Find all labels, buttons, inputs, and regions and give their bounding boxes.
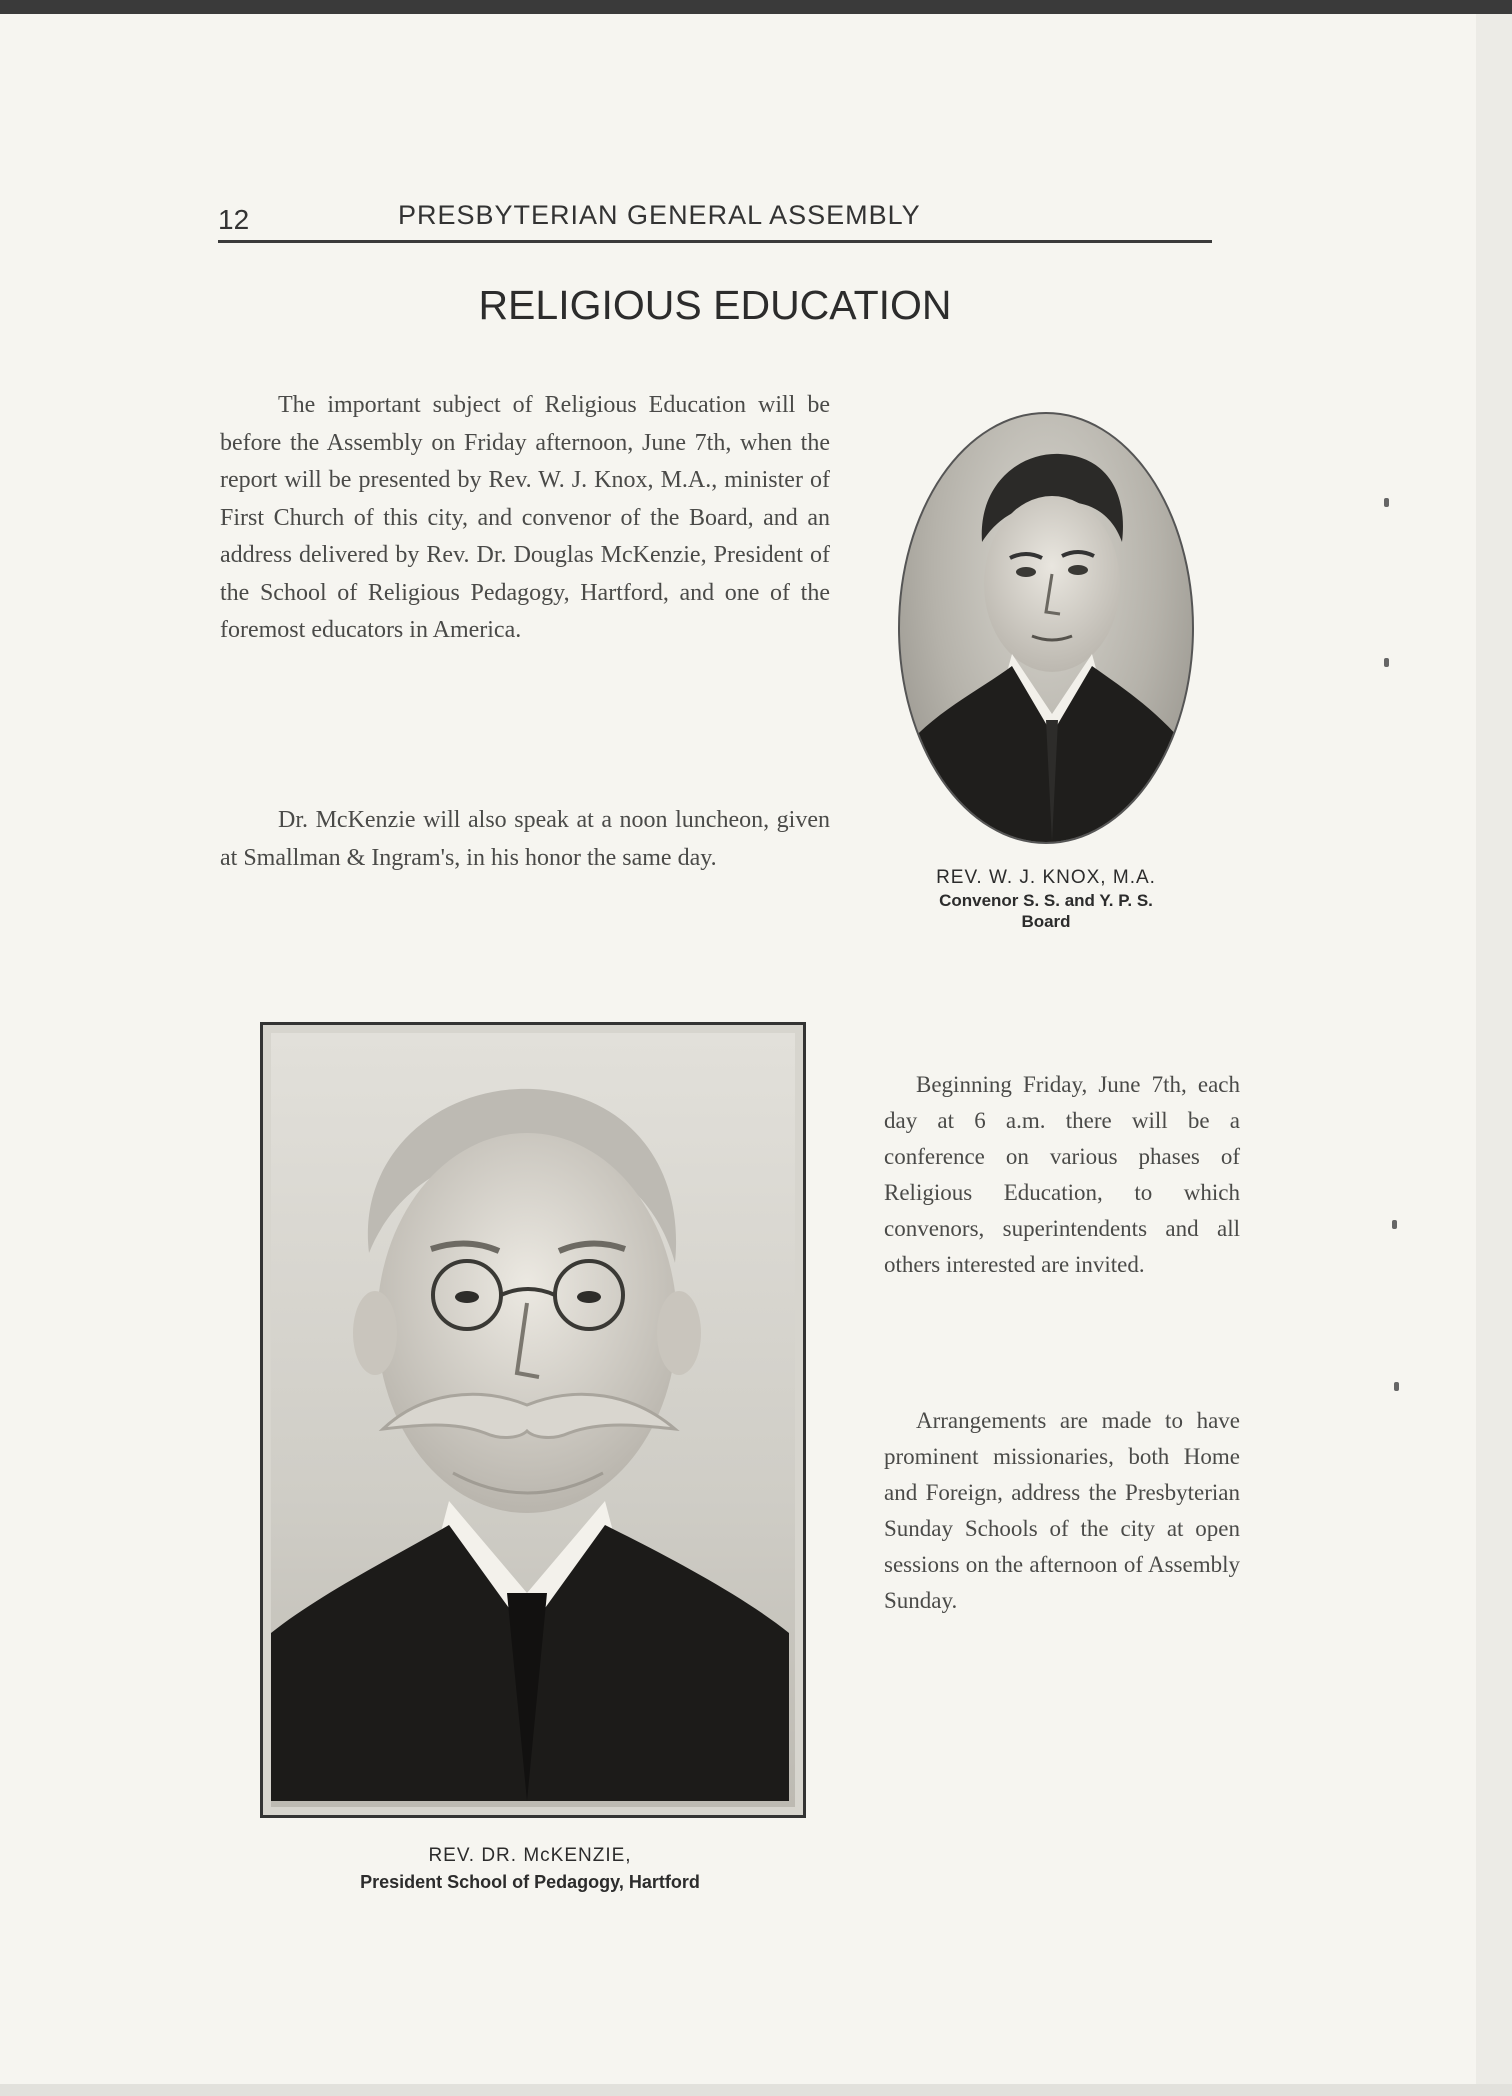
- scan-bottom-edge: [0, 2084, 1512, 2096]
- mckenzie-portrait-figure: [271, 1033, 789, 1801]
- margin-mark: [1384, 658, 1389, 667]
- mckenzie-portrait: [260, 1022, 806, 1818]
- mckenzie-portrait-background: [271, 1033, 795, 1807]
- knox-caption: [876, 866, 1216, 932]
- knox-caption-role: Convenor S. S. and Y. P. S.: [939, 891, 1153, 910]
- conference-text: Beginning Friday, June 7th, each day at 6 a.m. there will be a conference on various phases of Religious Education, to which convenors, superintendents and all others interested are invited.: [884, 1072, 1240, 1277]
- mckenzie-caption-role: President School of Pedagogy, Hartford: [360, 1872, 700, 1892]
- margin-mark: [1392, 1220, 1397, 1229]
- running-head: [218, 196, 1212, 243]
- luncheon-text: Dr. McKenzie will also speak at a noon luncheon, given at Smallman & Ingram's, in his honor the same day.: [220, 807, 830, 871]
- missionaries-paragraph: [884, 1403, 1240, 1619]
- margin-mark: [1394, 1382, 1399, 1391]
- scan-top-edge: [0, 0, 1512, 14]
- luncheon-paragraph: [220, 802, 830, 877]
- knox-caption-role-line2: Board: [1021, 912, 1071, 931]
- missionaries-text: Arrangements are made to have prominent missionaries, both Home and Foreign, address the Presbyterian Sunday Schools of the city at open sessions on the afternoon of Assembly Sunday.: [884, 1408, 1240, 1613]
- margin-mark: [1384, 498, 1389, 507]
- page-number: 12: [218, 204, 250, 235]
- mckenzie-caption: [260, 1843, 800, 1895]
- conference-paragraph: [884, 1067, 1240, 1283]
- mckenzie-caption-name: REV. DR. McKENZIE,: [428, 1845, 632, 1866]
- knox-caption-name: REV. W. J. KNOX, M.A.: [936, 867, 1156, 888]
- page: [0, 14, 1478, 2096]
- intro-text: The important subject of Religious Education will be before the Assembly on Friday afternoon, June 7th, when the report will be presented by Rev. W. J. Knox, M.A., minister of First Church of this city, and convenor of the Board, and an address delivered by Rev. Dr. Douglas McKenzie, President of the School of Religious Pedagogy, Hartford, and one of the foremost educators in America.: [220, 392, 830, 643]
- scan-spine-strip: [1476, 14, 1512, 2096]
- running-head-title: PRESBYTERIAN GENERAL ASSEMBLY: [398, 200, 921, 230]
- knox-portrait: [898, 412, 1194, 844]
- knox-portrait-figure: [900, 414, 1192, 842]
- section-title: RELIGIOUS EDUCATION: [478, 282, 952, 328]
- intro-paragraph: [220, 387, 830, 650]
